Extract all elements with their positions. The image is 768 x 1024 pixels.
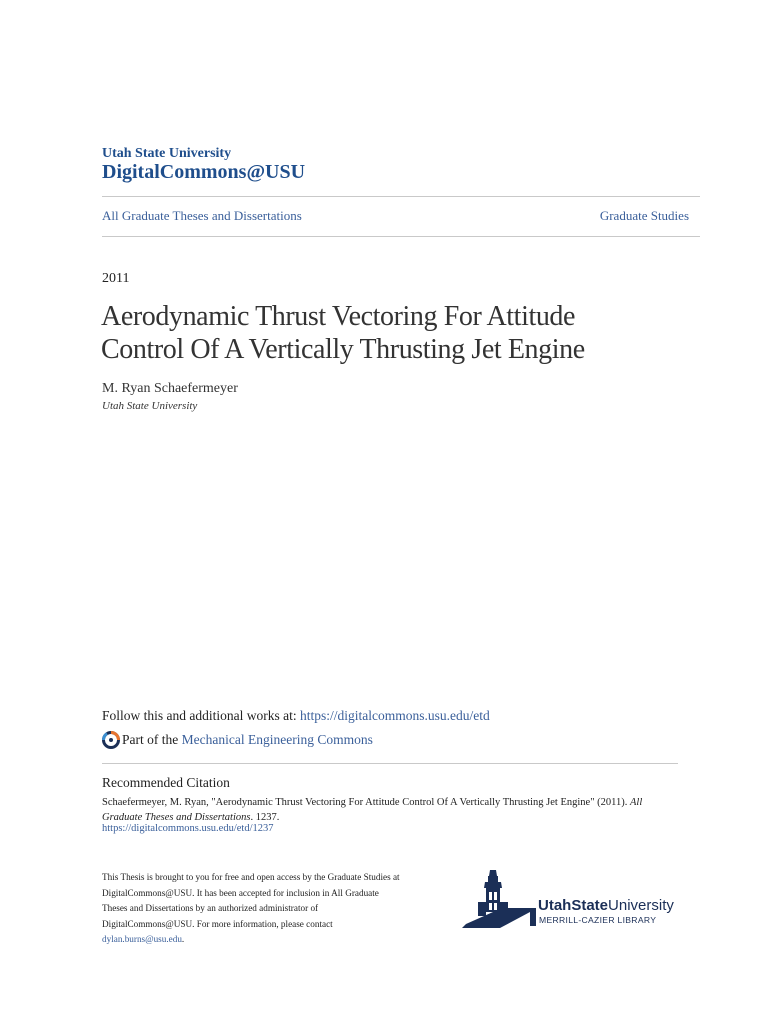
graduate-studies-link[interactable]: Graduate Studies: [599, 208, 689, 223]
citation-text: [102, 795, 662, 825]
notice-text: This Thesis is brought to you for free and open access by the Graduate Studies at DigitalCommons@USU. It has been accepted for inclusion in All Graduate Theses and Dissertations by an authorized administrator of DigitalCommons@USU. For more information, please contact: [102, 872, 400, 929]
follow-line: [102, 708, 490, 724]
old-main-tower-icon: [462, 870, 536, 928]
publication-year: 2011: [102, 271, 130, 286]
divider: [102, 763, 678, 764]
author-name: M. Ryan Schaefermeyer: [102, 381, 238, 396]
citation-body: Schaefermeyer, M. Ryan, "Aerodynamic Thrust Vectoring For Attitude Control Of A Vertically Thrusting Jet Engine" (2011).: [102, 797, 630, 808]
repository-name[interactable]: DigitalCommons@USU: [102, 161, 306, 183]
citation-number: . 1237.: [250, 812, 280, 823]
follow-prefix: Follow this and additional works at:: [102, 708, 300, 723]
logo-library-name: MERRILL-CAZIER LIBRARY: [539, 915, 657, 925]
part-of-line: [102, 731, 373, 749]
divider: [102, 196, 700, 197]
divider: [102, 236, 700, 237]
etd-collection-link[interactable]: https://digitalcommons.usu.edu/etd: [300, 708, 490, 723]
recommended-citation-heading: Recommended Citation: [102, 775, 230, 790]
open-access-notice: [102, 870, 402, 948]
logo-name-bold: UtahState: [538, 897, 609, 914]
logo-name-regular: University: [608, 897, 674, 914]
merrill-cazier-library-logo: [460, 868, 675, 932]
notice-end: .: [181, 934, 185, 945]
part-of-prefix: Part of the: [122, 732, 179, 747]
institution-name[interactable]: Utah State University: [102, 146, 232, 161]
collection-link[interactable]: All Graduate Theses and Dissertations: [102, 208, 302, 223]
document-title: Aerodynamic Thrust Vectoring For Attitude Control Of A Vertically Thrusting Jet Engine: [101, 301, 585, 365]
mechanical-engineering-commons-link[interactable]: Mechanical Engineering Commons: [181, 732, 373, 747]
author-affiliation: Utah State University: [102, 400, 198, 412]
citation-url-link[interactable]: https://digitalcommons.usu.edu/etd/1237: [102, 823, 274, 834]
svg-text:UtahStateUniversity: [538, 897, 674, 914]
contact-email-link[interactable]: dylan.burns@usu.edu: [102, 934, 182, 945]
citation-series: All Graduate Theses and Dissertations: [102, 797, 643, 823]
network-commons-icon: [102, 731, 120, 749]
